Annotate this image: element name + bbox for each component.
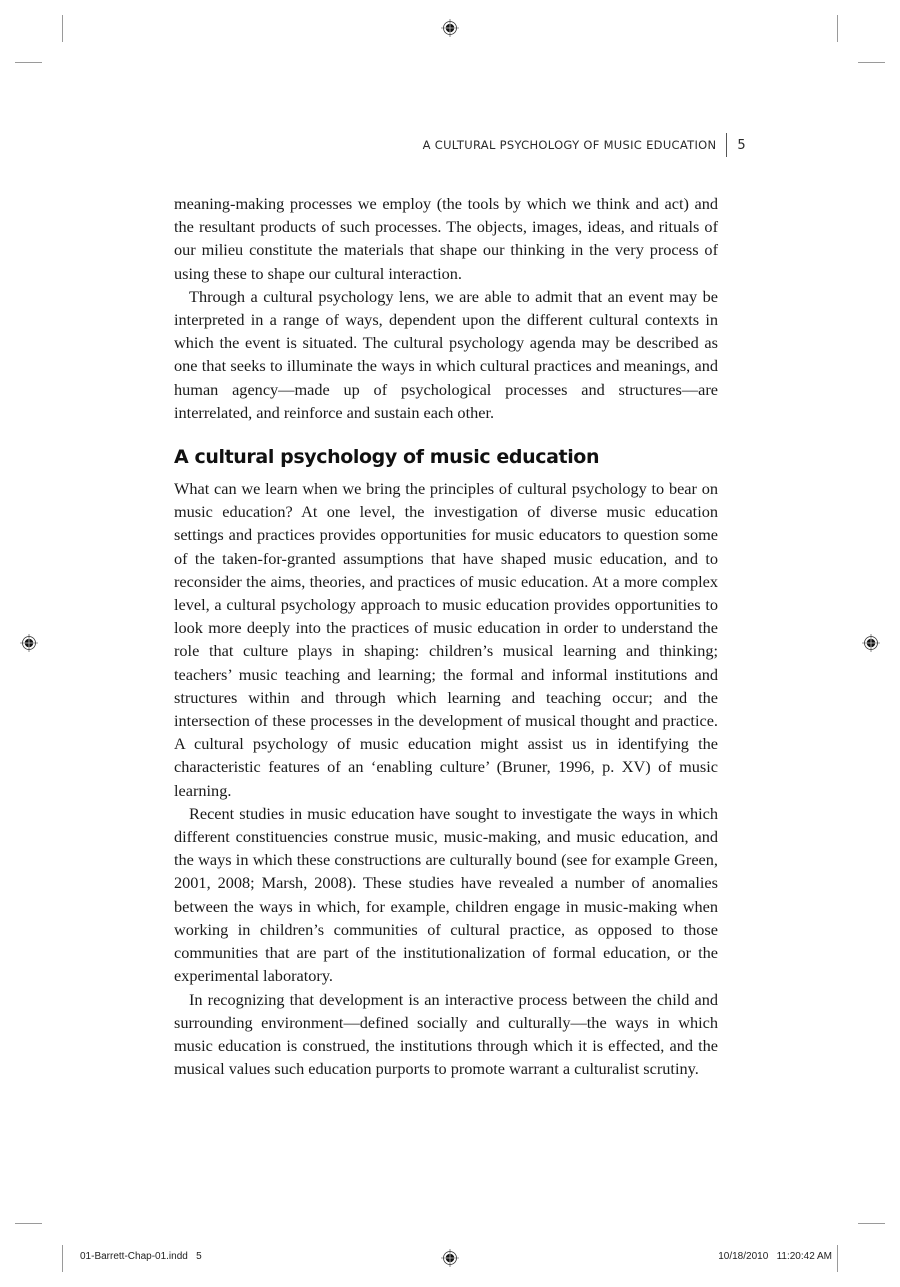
crop-mark-bottom-left: [62, 1245, 63, 1272]
section-heading: A cultural psychology of music education: [174, 446, 600, 469]
running-head: [423, 133, 746, 157]
paragraph: What can we learn when we bring the principles of cultural psychology to bear on music education? At one level, the investigation of diverse music education settings and practices provides opportunities for music educators to question some of the taken-for-granted assumptions that have shaped music education, and to reconsider the aims, theories, and practices of music education. At a more complex level, a cultural psychology approach to music education provides opportunities to look more deeply into the practices of music education in order to understand the role that culture plays in shaping: children’s musical learning and thinking; teachers’ music teaching and learning; the formal and informal institutions and structures within and through which learning and teaching occur; and the intersection of these processes in the development of musical thought and practice. A cultural psychology of music education might assist us in identifying the characteristic features of an ‘enabling culture’ (Bruner, 1996, p. XV) of music learning.: [174, 479, 718, 800]
paragraph: meaning-making processes we employ (the tools by which we think and act) and the resultant products of such processes. The objects, images, ideas, and rituals of our milieu constitute the materials that shape our thinking in the very process of using these to shape our cultural interaction.: [174, 194, 718, 283]
crop-mark-top-left: [62, 15, 63, 42]
registration-target-icon: [441, 19, 459, 37]
crop-mark-right-top: [858, 62, 885, 63]
crop-mark-left-bottom: [15, 1223, 42, 1224]
running-head-title: A CULTURAL PSYCHOLOGY OF MUSIC EDUCATION: [422, 138, 717, 152]
slug-timestamp: 10/18/2010 11:20:42 AM: [718, 1251, 832, 1262]
registration-target-icon: [862, 634, 880, 652]
crop-mark-top-right: [837, 15, 838, 42]
page-number: 5: [737, 137, 746, 153]
paragraph: In recognizing that development is an interactive process between the child and surrounding environment—defined socially and culturally—the ways in which music education is construed, the institutions through which it is effected, and the musical values such education purports to promote warrant a culturalist scrutiny.: [174, 989, 718, 1079]
running-head-divider: [726, 133, 727, 157]
registration-target-icon: [20, 634, 38, 652]
crop-mark-bottom-right: [837, 1245, 838, 1272]
crop-mark-left-top: [15, 62, 42, 63]
registration-target-icon: [441, 1249, 459, 1267]
slug-filename: 01-Barrett-Chap-01.indd 5: [80, 1251, 202, 1262]
crop-mark-right-bottom: [858, 1223, 885, 1224]
paragraph: Through a cultural psychology lens, we are able to admit that an event may be interpreted in a range of ways, dependent upon the different cultural contexts in which the event is situated. The cultural psychology agenda may be described as one that seeks to illuminate the ways in which cultural practices and meanings, and human agency—made up of psychological processes and structures—are interrelated, and reinforce and sustain each other.: [174, 286, 718, 422]
body-text: [174, 192, 718, 1080]
paragraph: Recent studies in music education have sought to investigate the ways in which different constituencies construe music, music-making, and music education, and the ways in which these constructions are culturally bound (see for example Green, 2001, 2008; Marsh, 2008). These studies have revealed a number of anomalies between the ways in which, for example, children engage in music-making when working in children’s communities of cultural practice, as opposed to those communities that are part of the institutionalization of formal education, or the experimental laboratory.: [174, 803, 718, 986]
